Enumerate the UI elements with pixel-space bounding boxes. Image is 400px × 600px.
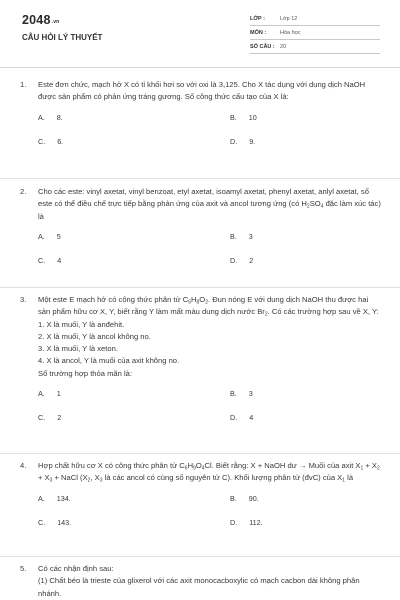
meta-count — [250, 44, 286, 50]
option-a[interactable]: A. 1 — [38, 389, 61, 399]
subscript: 9 — [193, 465, 196, 472]
meta-underline — [250, 39, 380, 40]
question-text: Este đơn chức, mạch hở X có tỉ khối hơi so với oxi là 3,125. Cho X tác dụng với dung dịch NaOH được sản phẩm có phản ứng tráng gương. Số công thức cấu tạo của X là: — [38, 80, 366, 102]
question-divider — [0, 287, 400, 288]
option-b[interactable]: B. 10 — [230, 112, 257, 122]
subscript: 3 — [99, 477, 103, 484]
subscript: 1 — [360, 465, 364, 472]
option-b[interactable]: B. 90. — [230, 493, 259, 503]
option-a[interactable]: A. 8. — [38, 112, 63, 122]
statement: Số trường hợp thỏa mãn là: — [38, 368, 132, 378]
question-3 — [20, 294, 382, 440]
subscript: 4 — [201, 465, 205, 472]
option-c[interactable]: C. 6. — [38, 136, 64, 146]
question-number: 2. — [20, 187, 27, 196]
meta-subject — [250, 30, 301, 36]
meta-key: SỐ CÂU : — [250, 44, 275, 50]
subscript: 2 — [306, 203, 310, 210]
question-divider — [0, 556, 400, 557]
option-a[interactable]: A. 134. — [38, 493, 71, 503]
subscript: 5 — [188, 299, 191, 306]
answer-options — [38, 104, 382, 164]
meta-underline — [250, 53, 380, 54]
option-d[interactable]: D. 9. — [230, 136, 256, 146]
answer-options — [38, 223, 382, 283]
question-5 — [20, 563, 382, 600]
meta-value: Hóa học — [280, 30, 301, 36]
question-number: 3. — [20, 295, 27, 304]
question-number: 1. — [20, 80, 27, 89]
question-1 — [20, 79, 382, 164]
option-d[interactable]: D. 4 — [230, 413, 254, 423]
header-divider — [0, 67, 400, 68]
option-c[interactable]: C. 143. — [38, 517, 72, 527]
question-2 — [20, 186, 382, 283]
option-a[interactable]: A. 5 — [38, 231, 61, 241]
meta-class — [250, 16, 297, 22]
option-c[interactable]: C. 2 — [38, 413, 62, 423]
subscript: 1 — [342, 477, 346, 484]
answer-options — [38, 485, 382, 545]
question-text: Một este E mạch hở có công thức phân tử $C_5H_8O_2$. Đun nóng E với dung dịch NaOH thu được hai sản phẩm hữu cơ X, Y, biết rằng Y làm mất màu dung dịch nước $Br_2$. Có các trường hợp sau về X, Y: — [38, 295, 379, 318]
question-divider — [0, 453, 400, 454]
statement: 1. X là muối, Y là anđehit. — [38, 319, 125, 329]
subscript: 4 — [320, 203, 324, 210]
option-c[interactable]: C. 4 — [38, 255, 62, 265]
question-text: Có các nhận định sau: — [38, 564, 114, 573]
statement: 2. X là muối, Y là ancol không no. — [38, 331, 151, 341]
option-b[interactable]: B. 3 — [230, 231, 253, 241]
logo-suffix: .vn — [51, 19, 60, 25]
statement-list — [38, 319, 382, 380]
option-d[interactable]: D. 2 — [230, 255, 254, 265]
site-logo[interactable] — [22, 13, 59, 27]
question-text: Hợp chất hữu cơ X có công thức phân tử $C_6H_9O_4Cl$. Biết rằng: X + NaOH dư → Muối của axit $X_1 + X_2 + X_3$ + NaCl ($X_2$, $X_3$ là các ancol có cùng số nguyên tử C). Khối lượng phân tử (đvC) của $X_1$ là — [38, 461, 380, 484]
question-text: Cho các este: vinyl axetat, vinyl benzoat, etyl axetat, isoamyl axetat, phenyl axetat, anlyl axetat, số este có thể điều chế trực tiếp bằng phản ứng của axit và ancol tương ứng (có $H_2SO_4$ đặc làm xúc tác) là — [38, 187, 381, 221]
subscript: 6 — [184, 465, 188, 472]
question-number: 4. — [20, 461, 27, 470]
sheet-header — [0, 0, 400, 64]
subscript: 2 — [264, 311, 268, 318]
subscript: 2 — [87, 477, 91, 484]
statement-list — [38, 575, 382, 600]
statement: (1) Chất béo là trieste của glixerol với các axit monocacboxylic có mạch cacbon dài không phân nhánh. — [38, 576, 360, 598]
meta-value: 20 — [280, 44, 287, 50]
subscript: 2 — [205, 299, 208, 306]
meta-key: MÔN : — [250, 30, 267, 36]
question-4 — [20, 460, 382, 545]
subscript: 2 — [377, 465, 380, 472]
option-d[interactable]: D. 112. — [230, 517, 263, 527]
option-b[interactable]: B. 3 — [230, 389, 253, 399]
question-divider — [0, 178, 400, 179]
meta-underline — [250, 25, 380, 26]
meta-value: Lớp 12 — [280, 16, 298, 22]
meta-key: LỚP : — [250, 16, 265, 22]
question-number: 5. — [20, 564, 27, 573]
subscript: 8 — [196, 299, 200, 306]
statement: 4. X là ancol, Y là muối của axit không no. — [38, 356, 180, 366]
answer-options — [38, 380, 382, 440]
statement: 3. X là muối, Y là xeton. — [38, 344, 118, 354]
subscript: 3 — [49, 477, 53, 484]
sheet-title: CÂU HỎI LÝ THUYẾT — [22, 33, 103, 42]
logo-main: 2048 — [22, 13, 51, 27]
